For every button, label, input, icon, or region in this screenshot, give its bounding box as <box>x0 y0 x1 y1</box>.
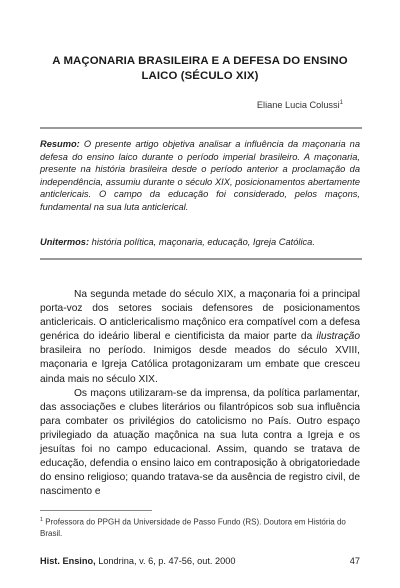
author-name <box>257 100 343 110</box>
footer-details: Londrina, v. 6, p. 47-56, out. 2000 <box>95 556 236 566</box>
keywords-text: história política, maçonaria, educação, Igreja Católica. <box>91 237 315 247</box>
paragraph-2: Os maçons utilizaram-se da imprensa, da política parlamentar, das associações e clubes literários ou filantrópicos sob sua influência para combater os privilégios do catolicismo no País. Outro espaço privilegiado da atuação maçônica na sua luta contra a Igreja e os jesuítas foi no campo educacional. Assim, quando se tratava de educação, defendia o ensino laico em contraposição à obrigatoriedade do ensino religioso; quando tratava-se da ausência de registro civil, de nascimento e <box>40 387 360 498</box>
page-number: 47 <box>349 556 360 566</box>
abstract-text: O presente artigo objetiva analisar a influência da maçonaria na defesa do ensino laico durante o período imperial brasileiro. A maçonaria, presente na história brasileira desde o período anterior a proclamação da independência, assumiu durante o século XIX, posicionamentos abertamente anticlericais. O campo da educação foi considerado, pelos maçons, fundamental na sua luta anticlerical. <box>40 139 360 212</box>
paragraph-1-italic: ilustração <box>316 331 360 343</box>
abstract-bottom-rule <box>40 258 362 260</box>
article-title <box>40 54 360 84</box>
footer-journal: Hist. Ensino, <box>40 556 96 566</box>
abstract <box>40 138 360 214</box>
footnote-text: Professora do PPGH da Universidade de Passo Fundo (RS). Doutora em História do Brasil. <box>40 517 346 538</box>
page-footer <box>40 556 360 566</box>
keywords-label: Unitermos: <box>40 237 90 247</box>
paragraph-1-text-b: brasileira no período. Inimigos desde meados do século XVIII, maçonaria e Igreja Católica protagonizaram um embate que cresceu ainda mais no século XIX. <box>40 345 360 385</box>
title-line-2: LAICO (SÉCULO XIX) <box>141 70 259 82</box>
author-text: Eliane Lucia Colussi <box>256 100 340 111</box>
article-body <box>40 288 360 499</box>
title-line-1: A MAÇONARIA BRASILEIRA E A DEFESA DO ENSINO <box>52 55 348 67</box>
paragraph-1 <box>40 288 360 387</box>
paragraph-1-text-a: Na segunda metade do século XIX, a maçonaria foi a principal porta-voz dos setores sociais defensores de posicionamentos anticlericais. O anticlericalismo maçônico era compatível com a defesa genérica do ideário liberal e cientificista da maior parte da <box>40 289 360 343</box>
footnote-mark: 1 <box>40 517 44 523</box>
keywords <box>40 236 360 249</box>
abstract-top-rule <box>40 127 362 129</box>
author-footnote-mark: 1 <box>339 100 343 106</box>
footnote-rule <box>40 510 152 511</box>
abstract-label: Resumo: <box>40 139 80 149</box>
footnote <box>40 515 360 539</box>
